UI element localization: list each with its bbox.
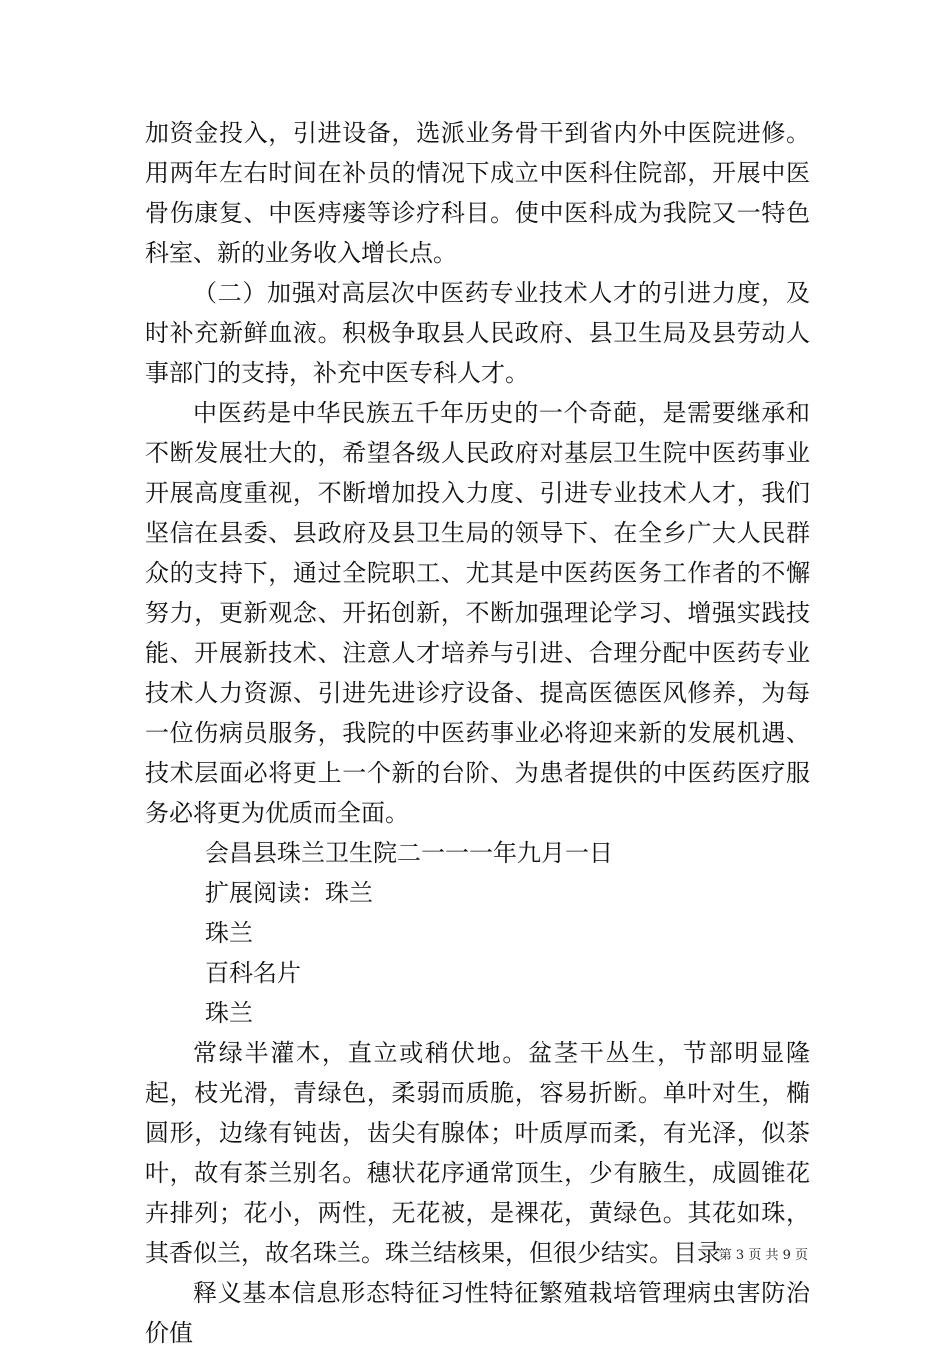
body-paragraph-2: （二）加强对高层次中医药专业技术人才的引进力度，及时补充新鲜血液。积极争取县人民政府、县卫生局及县劳动人事部门的支持，补充中医专科人才。 [145,279,810,387]
description-paragraph: 常绿半灌木，直立或稍伏地。盆茎干丛生，节部明显隆起，枝光滑，青绿色，柔弱而质脆，容易折断。单叶对生，椭圆形，边缘有钝齿，齿尖有腺体；叶质厚而柔，有光泽，似茶叶，故有茶兰别名。穗状花序通常顶生，少有腋生，成圆锥花卉排列；花小，两性，无花被，是裸花，黄绿色。其花如珠，其香似兰，故名珠兰。珠兰结核果，但很少结实。目录 [145,1039,810,1267]
section-heading-encyclopedia-card: 百科名片 [205,959,301,987]
signature-line: 会昌县珠兰卫生院二一一一年九月一日 [205,839,613,867]
extended-reading-label: 扩展阅读：珠兰 [205,879,373,907]
section-heading-zhulan-2: 珠兰 [205,999,253,1027]
document-body [145,113,810,1353]
table-of-contents-line: 释义基本信息形态特征习性特征繁殖栽培管理病虫害防治价值 [145,1279,810,1347]
body-paragraph-1: 加资金投入，引进设备，选派业务骨干到省内外中医院进修。用两年左右时间在补员的情况下成立中医科住院部，开展中医骨伤康复、中医痔瘘等诊疗科目。使中医科成为我院又一特色科室、新的业务收入增长点。 [145,119,810,267]
body-paragraph-3: 中医药是中华民族五千年历史的一个奇葩，是需要继承和不断发展壮大的，希望各级人民政府对基层卫生院中医药事业开展高度重视，不断增加投入力度、引进专业技术人才，我们坚信在县委、县政府及县卫生局的领导下、在全乡广大人民群众的支持下，通过全院职工、尤其是中医药医务工作者的不懈努力，更新观念、开拓创新，不断加强理论学习、增强实践技能、开展新技术、注意人才培养与引进、合理分配中医药专业技术人力资源、引进先进诊疗设备、提高医德医风修养，为每一位伤病员服务，我院的中医药事业必将迎来新的发展机遇、技术层面必将更上一个新的台阶、为患者提供的中医药医疗服务必将更为优质而全面。 [145,399,810,827]
page-number-footer: 第 3 页 共 9 页 [718,1248,808,1263]
section-heading-zhulan: 珠兰 [205,919,253,947]
